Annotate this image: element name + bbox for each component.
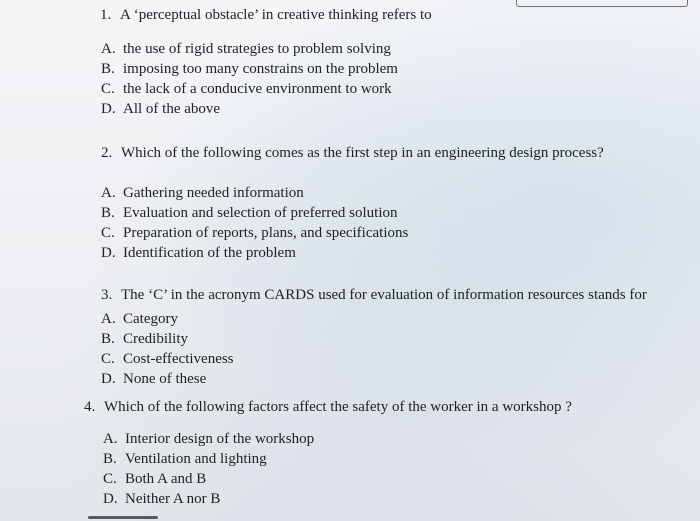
option-text: None of these [123, 370, 207, 387]
question-2 [101, 146, 604, 263]
question-stem [84, 400, 572, 415]
question-4 [84, 400, 572, 509]
bracket-mark [516, 0, 688, 7]
option-letter: D. [101, 100, 116, 117]
option-text: Evaluation and selection of preferred solution [123, 204, 398, 221]
question-text: A ‘perceptual obstacle’ in creative thinking refers to [120, 7, 432, 23]
option-letter: C. [101, 350, 115, 367]
option-letter: B. [101, 330, 115, 347]
option-d [101, 99, 432, 119]
option-letter: A. [101, 310, 116, 327]
option-b [103, 449, 572, 469]
option-a [101, 183, 604, 203]
option-text: Category [123, 310, 178, 327]
question-number: 3. [101, 287, 113, 303]
question-stem [101, 288, 647, 303]
option-a [101, 39, 432, 59]
option-text: Identification of the problem [123, 244, 296, 261]
option-text: Both A and B [125, 470, 207, 487]
option-letter: C. [101, 224, 115, 241]
option-d [101, 243, 604, 263]
question-text: The ‘C’ in the acronym CARDS used for evaluation of information resources stands for [121, 287, 647, 303]
option-list [103, 429, 572, 509]
option-a [103, 429, 572, 449]
question-3 [101, 288, 647, 389]
question-stem [100, 8, 432, 23]
option-c [101, 79, 432, 99]
option-b [101, 203, 604, 223]
question-number: 4. [84, 399, 96, 415]
question-number: 1. [100, 7, 112, 23]
option-a [101, 309, 647, 329]
option-c [101, 223, 604, 243]
question-text: Which of the following comes as the first step in an engineering design process? [121, 145, 604, 161]
option-list [101, 309, 647, 389]
option-letter: D. [103, 490, 118, 507]
question-1 [100, 8, 432, 119]
option-letter: A. [103, 430, 118, 447]
option-text: the use of rigid strategies to problem solving [123, 40, 391, 57]
option-text: Interior design of the workshop [125, 430, 315, 447]
option-letter: C. [103, 470, 117, 487]
option-letter: B. [101, 204, 115, 221]
option-list [101, 183, 604, 263]
option-list [101, 39, 432, 119]
option-d [103, 489, 572, 509]
option-text: imposing too many constrains on the problem [123, 60, 398, 77]
option-c [101, 349, 647, 369]
option-letter: A. [101, 184, 116, 201]
question-stem [101, 146, 604, 161]
option-text: Credibility [123, 330, 188, 347]
option-letter: D. [101, 370, 116, 387]
option-text: Preparation of reports, plans, and specifications [123, 224, 409, 241]
option-letter: A. [101, 40, 116, 57]
option-text: Neither A nor B [125, 490, 221, 507]
option-letter: D. [101, 244, 116, 261]
option-letter: B. [103, 450, 117, 467]
option-text: Cost-effectiveness [123, 350, 234, 367]
option-b [101, 329, 647, 349]
option-text: Ventilation and lighting [125, 450, 267, 467]
option-letter: B. [101, 60, 115, 77]
option-text: the lack of a conducive environment to work [123, 80, 392, 97]
option-text: All of the above [123, 100, 221, 117]
question-number: 2. [101, 145, 113, 161]
option-d [101, 369, 647, 389]
option-text: Gathering needed information [123, 184, 304, 201]
pen-mark [88, 516, 158, 519]
option-b [101, 59, 432, 79]
question-text: Which of the following factors affect the safety of the worker in a workshop ? [104, 399, 572, 415]
option-letter: C. [101, 80, 115, 97]
option-c [103, 469, 572, 489]
